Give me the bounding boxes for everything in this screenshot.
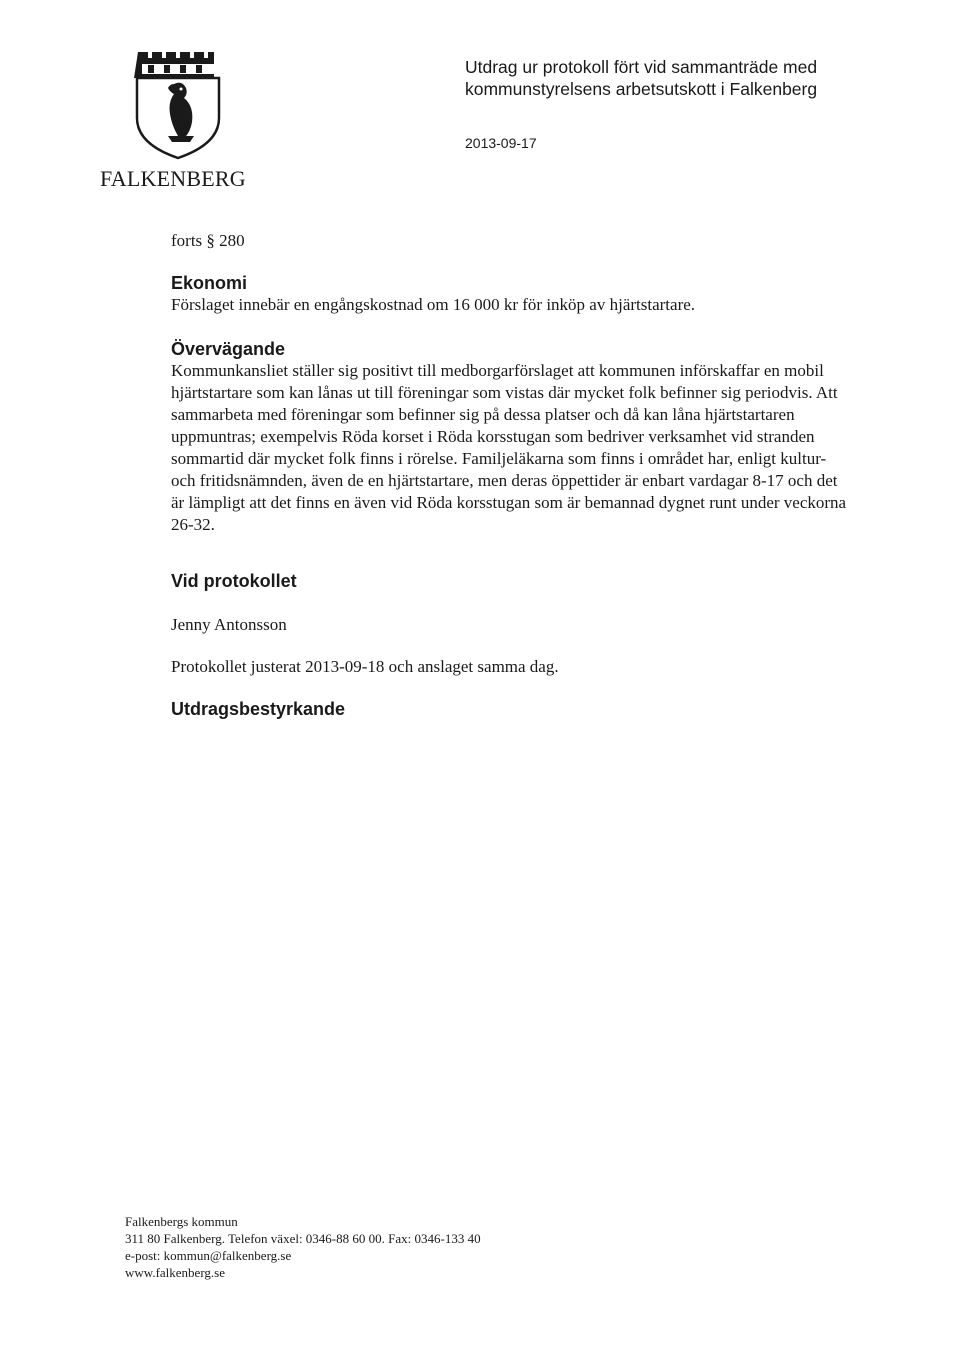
footer-org: Falkenbergs kommun	[125, 1214, 238, 1229]
falcon-crest-icon	[134, 48, 222, 160]
overvagande-heading: Övervägande	[171, 339, 286, 359]
footer	[125, 1213, 481, 1281]
vid-protokollet-heading: Vid protokollet	[171, 571, 297, 591]
secretary-name: Jenny Antonsson	[171, 615, 287, 634]
ekonomi-heading: Ekonomi	[171, 273, 248, 293]
footer-website: www.falkenberg.se	[125, 1265, 225, 1280]
title-line-2: kommunstyrelsens arbetsutskott i Falkenberg	[465, 79, 818, 99]
org-name: FALKENBERG	[100, 166, 246, 191]
justering-text: Protokollet justerat 2013-09-18 och anslaget samma dag.	[171, 657, 559, 676]
utdrag-heading: Utdragsbestyrkande	[171, 699, 346, 719]
document-date: 2013-09-17	[465, 135, 537, 151]
ekonomi-text: Förslaget innebär en engångskostnad om 16 000 kr för inköp av hjärtstartare.	[171, 295, 696, 314]
footer-address: 311 80 Falkenberg. Telefon växel: 0346-88 60 00. Fax: 0346-133 40	[125, 1231, 481, 1246]
title-line-1: Utdrag ur protokoll fört vid sammanträde med	[465, 57, 818, 77]
footer-email: e-post: kommun@falkenberg.se	[125, 1248, 292, 1263]
section-reference: forts § 280	[171, 231, 245, 250]
document-body	[171, 230, 851, 720]
document-title	[465, 56, 895, 100]
overvagande-text: Kommunkansliet ställer sig positivt till medborgarförslaget att kommunen införskaffar en mobil hjärtstartare som kan lånas ut till föreningar som vistas där mycket folk befinner sig periodvis. Att sammarbeta med föreningar som befinner sig på dessa platser och då kan låna hjärtstartaren uppmuntras; exempelvis Röda korset i Röda korsstugan som bedriver verksamhet vid stranden sommartid där mycket folk finns i rörelse. Familjeläkarna som finns i området har, enligt kultur- och fritidsnämnden, även de en hjärtstartare, men deras öppettider är enbart vardagar 8-17 och det är lämpligt att det finns en även vid Röda korsstugan som är bemannad dygnet runt under veckorna 26-32.	[171, 361, 847, 534]
